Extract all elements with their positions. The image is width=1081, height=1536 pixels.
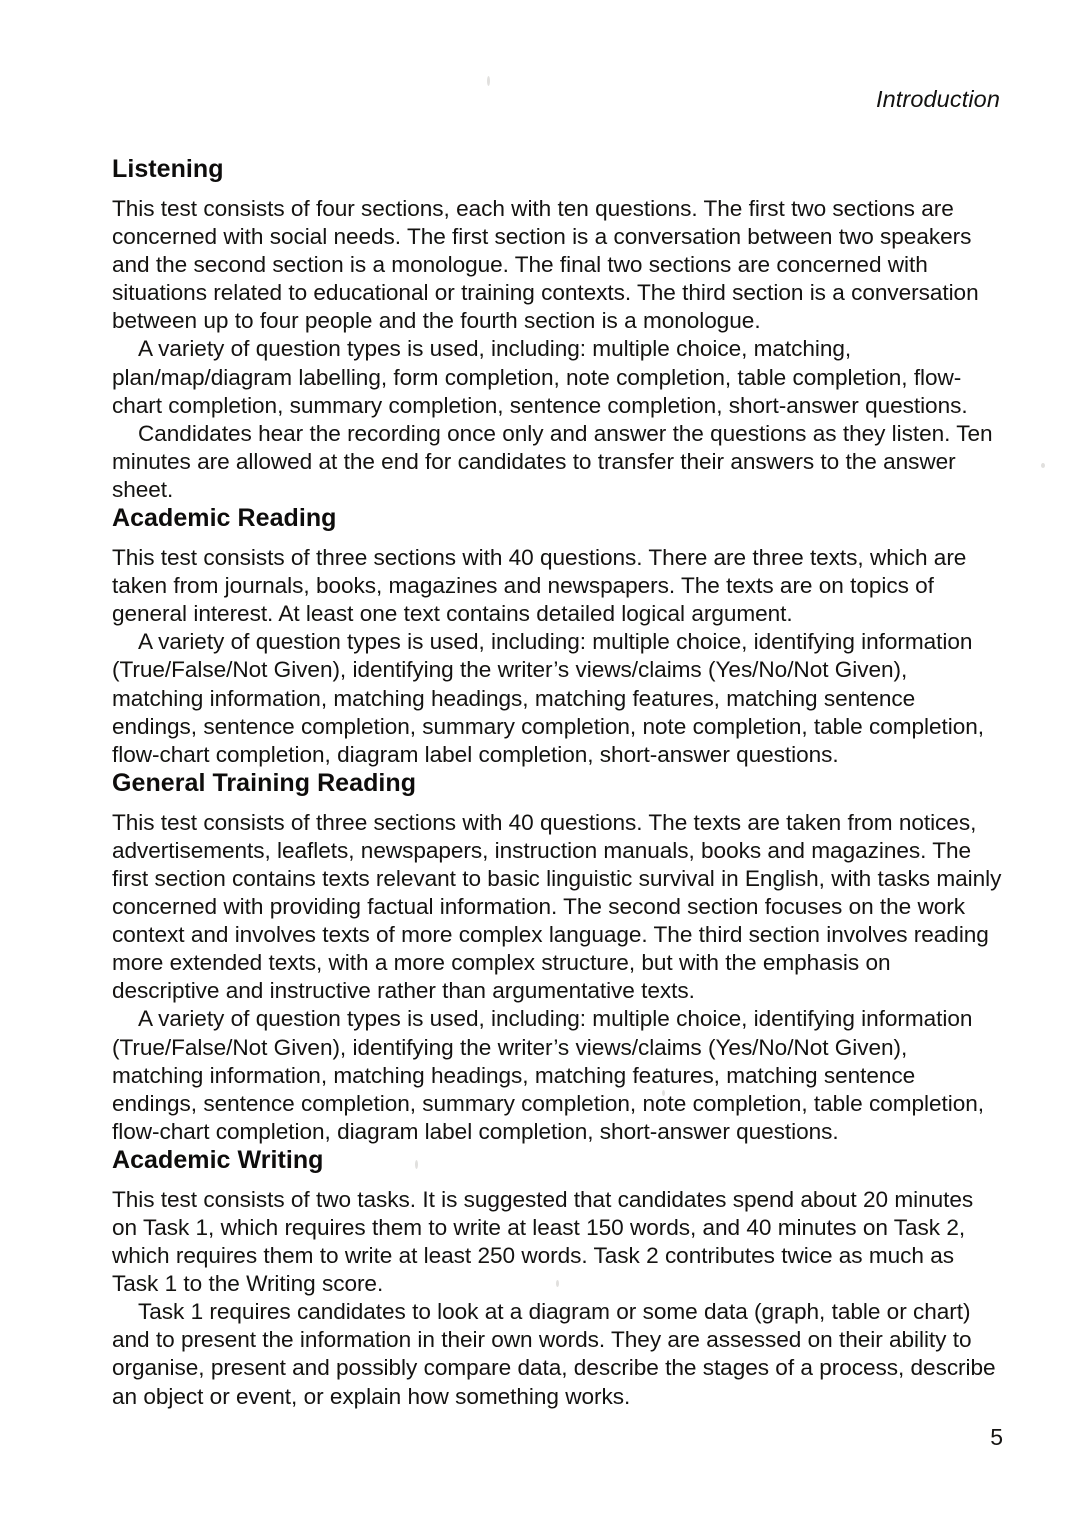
paragraph: Candidates hear the recording once only and answer the questions as they listen. Ten minutes are allowed at the end for candidates to transfer their answers to the answer sheet. [112,420,993,502]
paragraph: A variety of question types is used, including: multiple choice, identifying information (True/False/Not Given), identifying the writer’s views/claims (Yes/No/Not Given), matching information, matching headings, matching features, matching sentence endings, sentence completion, summary completion, note completion, table completion, flow-chart completion, diagram label completion, short-answer questions. [112,629,984,767]
section-heading-general-training-reading: General Training Reading [112,768,417,797]
paragraph: A variety of question types is used, including: multiple choice, identifying information (True/False/Not Given), identifying the writer’s views/claims (Yes/No/Not Given), matching information, matching headings, matching features, matching sentence endings, sentence completion, summary completion, note completion, table completion, flow-chart completion, diagram label completion, short-answer questions. [112,1006,984,1144]
page-content [112,155,1002,1411]
paragraph: Task 1 requires candidates to look at a diagram or some data (graph, table or chart) and to present the information in their own words. They are assessed on their ability to organise, present and possibly compare data, describe the stages of a process, describe an object or event, or explain how something works. [112,1299,996,1409]
scan-speckle [487,76,490,86]
section-heading-listening: Listening [112,155,224,183]
paragraph: A variety of question types is used, including: multiple choice, matching, plan/map/diagram labelling, form completion, note completion, table completion, flow-chart completion, summary completion, sentence completion, short-answer questions. [112,336,968,418]
scan-speckle [1041,463,1045,468]
section-heading-academic-reading: Academic Reading [112,504,337,533]
paragraph: This test consists of three sections with 40 questions. There are three texts, which are taken from journals, books, magazines and newspapers. The texts are on topics of general interest. At least one text contains detailed logical argument. [112,545,967,627]
paragraph: This test consists of three sections with 40 questions. The texts are taken from notices, advertisements, leaflets, newspapers, instruction manuals, books and magazines. The first section contains texts relevant to basic linguistic survival in English, with tasks mainly concerned with providing factual information. The second section focuses on the work context and involves texts of more complex language. The third section involves reading more extended texts, with a more complex structure, but with the emphasis on descriptive and instructive rather than argumentative texts. [112,809,1002,1004]
paragraph: This test consists of two tasks. It is suggested that candidates spend about 20 minutes on Task 1, which requires them to write at least 150 words, and 40 minutes on Task 2, which requires them to write at least 250 words. Task 2 contributes twice as much as Task 1 to the Writing score. [112,1186,974,1297]
paragraph: This test consists of four sections, each with ten questions. The first two sections are concerned with social needs. The first section is a conversation between two speakers and the second section is a monologue. The final two sections are concerned with situations related to educational or training contexts. The third section is a conversation between up to four people and the fourth section is a monologue. [112,196,979,334]
section-heading-academic-writing: Academic Writing [112,1145,324,1174]
running-header: Introduction [875,86,1000,112]
page-number: 5 [990,1424,1003,1450]
